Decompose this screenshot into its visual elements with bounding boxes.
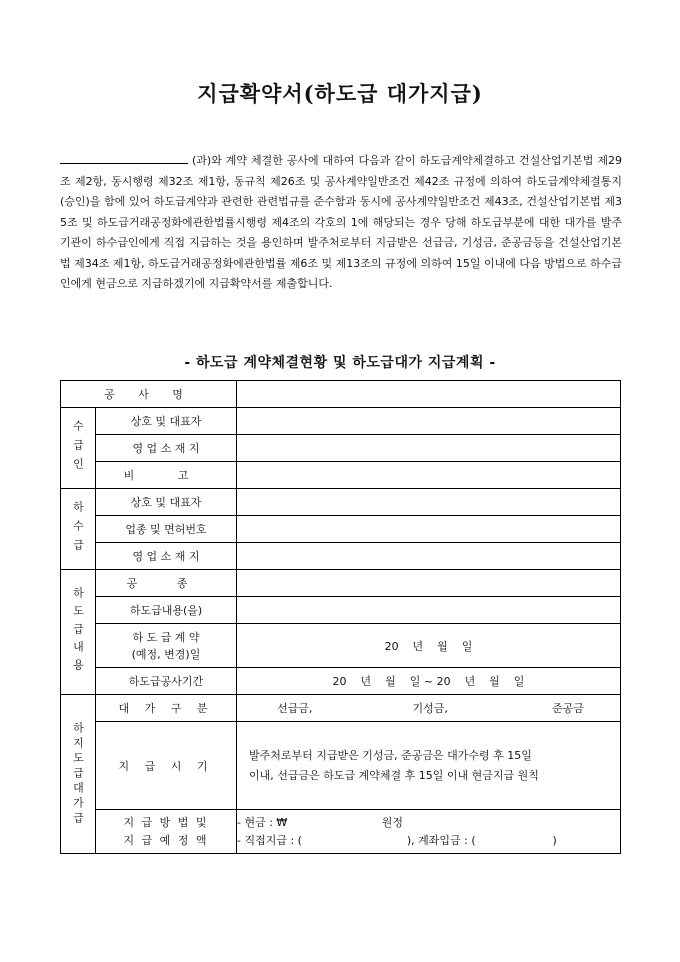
contract-date-label [96,624,237,668]
subcontractor-license-label: 업종 및 면허번호 [96,516,237,543]
subcontractor-address-value[interactable] [237,543,621,570]
method-direct-line[interactable]: - 직접지급 : ( ), 계좌입금 : ( ) [237,833,557,847]
contract-date-label-line2: (예정, 변경)일 [131,647,201,661]
contractor-rep-label: 상호 및 대표자 [96,408,237,435]
subcontractor-license-value[interactable] [237,516,621,543]
timing-label: 지 급 시 기 [96,722,237,810]
intro-text: (과)와 계약 체결한 공사에 대하여 다음과 같이 하도급계약체결하고 건설산업기본법 제29조 제2항, 동시행령 제32조 제1항, 동규칙 제26조 및 공사계약일반조건 제42조 규정에 의하여 하도급계약체결통지(승인)을 함에 있어 하도급계약과 관련한 관련법규를 준수함과 동시에 공사계약일반조건 제43조, 건설산업기본법 제35조 및 하도급거래공정화에관한법률시행령 제4조의 각호의 1에 해당되는 경우 당해 하도급부분에 대한 대가를 발주기관이 하수급인에게 직접 지급하는 것을 용인하며 발주처로부터 지급받은 선급금, 기성금, 준공금등을 건설산업기본법 제34조 제1항, 하도급거래공정화에관한법률 제6조 및 제13조의 규정에 의하여 15일 이내에 다음 방법으로 하수급인에게 현금으로 지급하겠기에 지급확약서를 제출합니다. [60,154,622,290]
timing-value [237,722,621,810]
category-label: 대 가 구 분 [96,695,237,722]
intro-paragraph [60,151,622,295]
advance-payment: 선급금, [277,702,313,715]
subcontractor-rep-value[interactable] [237,489,621,516]
period-label: 하도급공사기간 [96,668,237,695]
contractor-rep-value[interactable] [237,408,621,435]
subcontractor-group-label: 하수급 [61,489,96,570]
project-name-value[interactable] [237,381,621,408]
method-label-line1: 지 급 방 법 및 [123,815,209,829]
work-type-value[interactable] [237,570,621,597]
method-cash-line[interactable]: - 현금 : ₩ 원정 [237,815,403,829]
method-label-line2: 지 급 예 정 액 [123,833,209,847]
page-title: 지급확약서(하도급 대가지급) [197,81,483,106]
contract-date-value[interactable]: 20 년 월 일 [237,624,621,668]
contractor-address-label: 영 업 소 재 지 [96,435,237,462]
work-type-label: 공 종 [96,570,237,597]
timing-value-line2: 이내, 선급금은 하도급 계약체결 후 15일 이내 현금지급 원칙 [249,768,539,782]
contractor-group-label: 수급인 [61,408,96,489]
contract-table [60,380,621,854]
period-value[interactable]: 20 년 월 일 ~ 20 년 월 일 [237,668,621,695]
contract-date-label-line1: 하 도 급 계 약 [132,630,200,644]
content-value[interactable] [237,597,621,624]
timing-value-line1: 발주처로부터 지급받은 기성금, 준공금은 대가수령 후 15일 [249,748,532,762]
payment-group-label: 하지도급대가급 [61,695,96,854]
company-name-blank[interactable] [60,152,188,164]
contractor-note-value[interactable] [237,462,621,489]
subcontractor-rep-label: 상호 및 대표자 [96,489,237,516]
subcontractor-address-label: 영 업 소 재 지 [96,543,237,570]
method-value[interactable] [237,810,621,854]
project-name-label: 공 사 명 [61,381,237,408]
content-label: 하도급내용(을) [96,597,237,624]
contractor-note-label: 비 고 [96,462,237,489]
progress-payment: 기성금, [412,702,448,715]
category-values [237,695,621,722]
method-label [96,810,237,854]
completion-payment: 준공금 [552,702,584,715]
section-subtitle: - 하도급 계약체결현황 및 하도급대가 지급계획 - [184,355,496,371]
content-group-label: 하도급내용 [61,570,96,695]
contractor-address-value[interactable] [237,435,621,462]
